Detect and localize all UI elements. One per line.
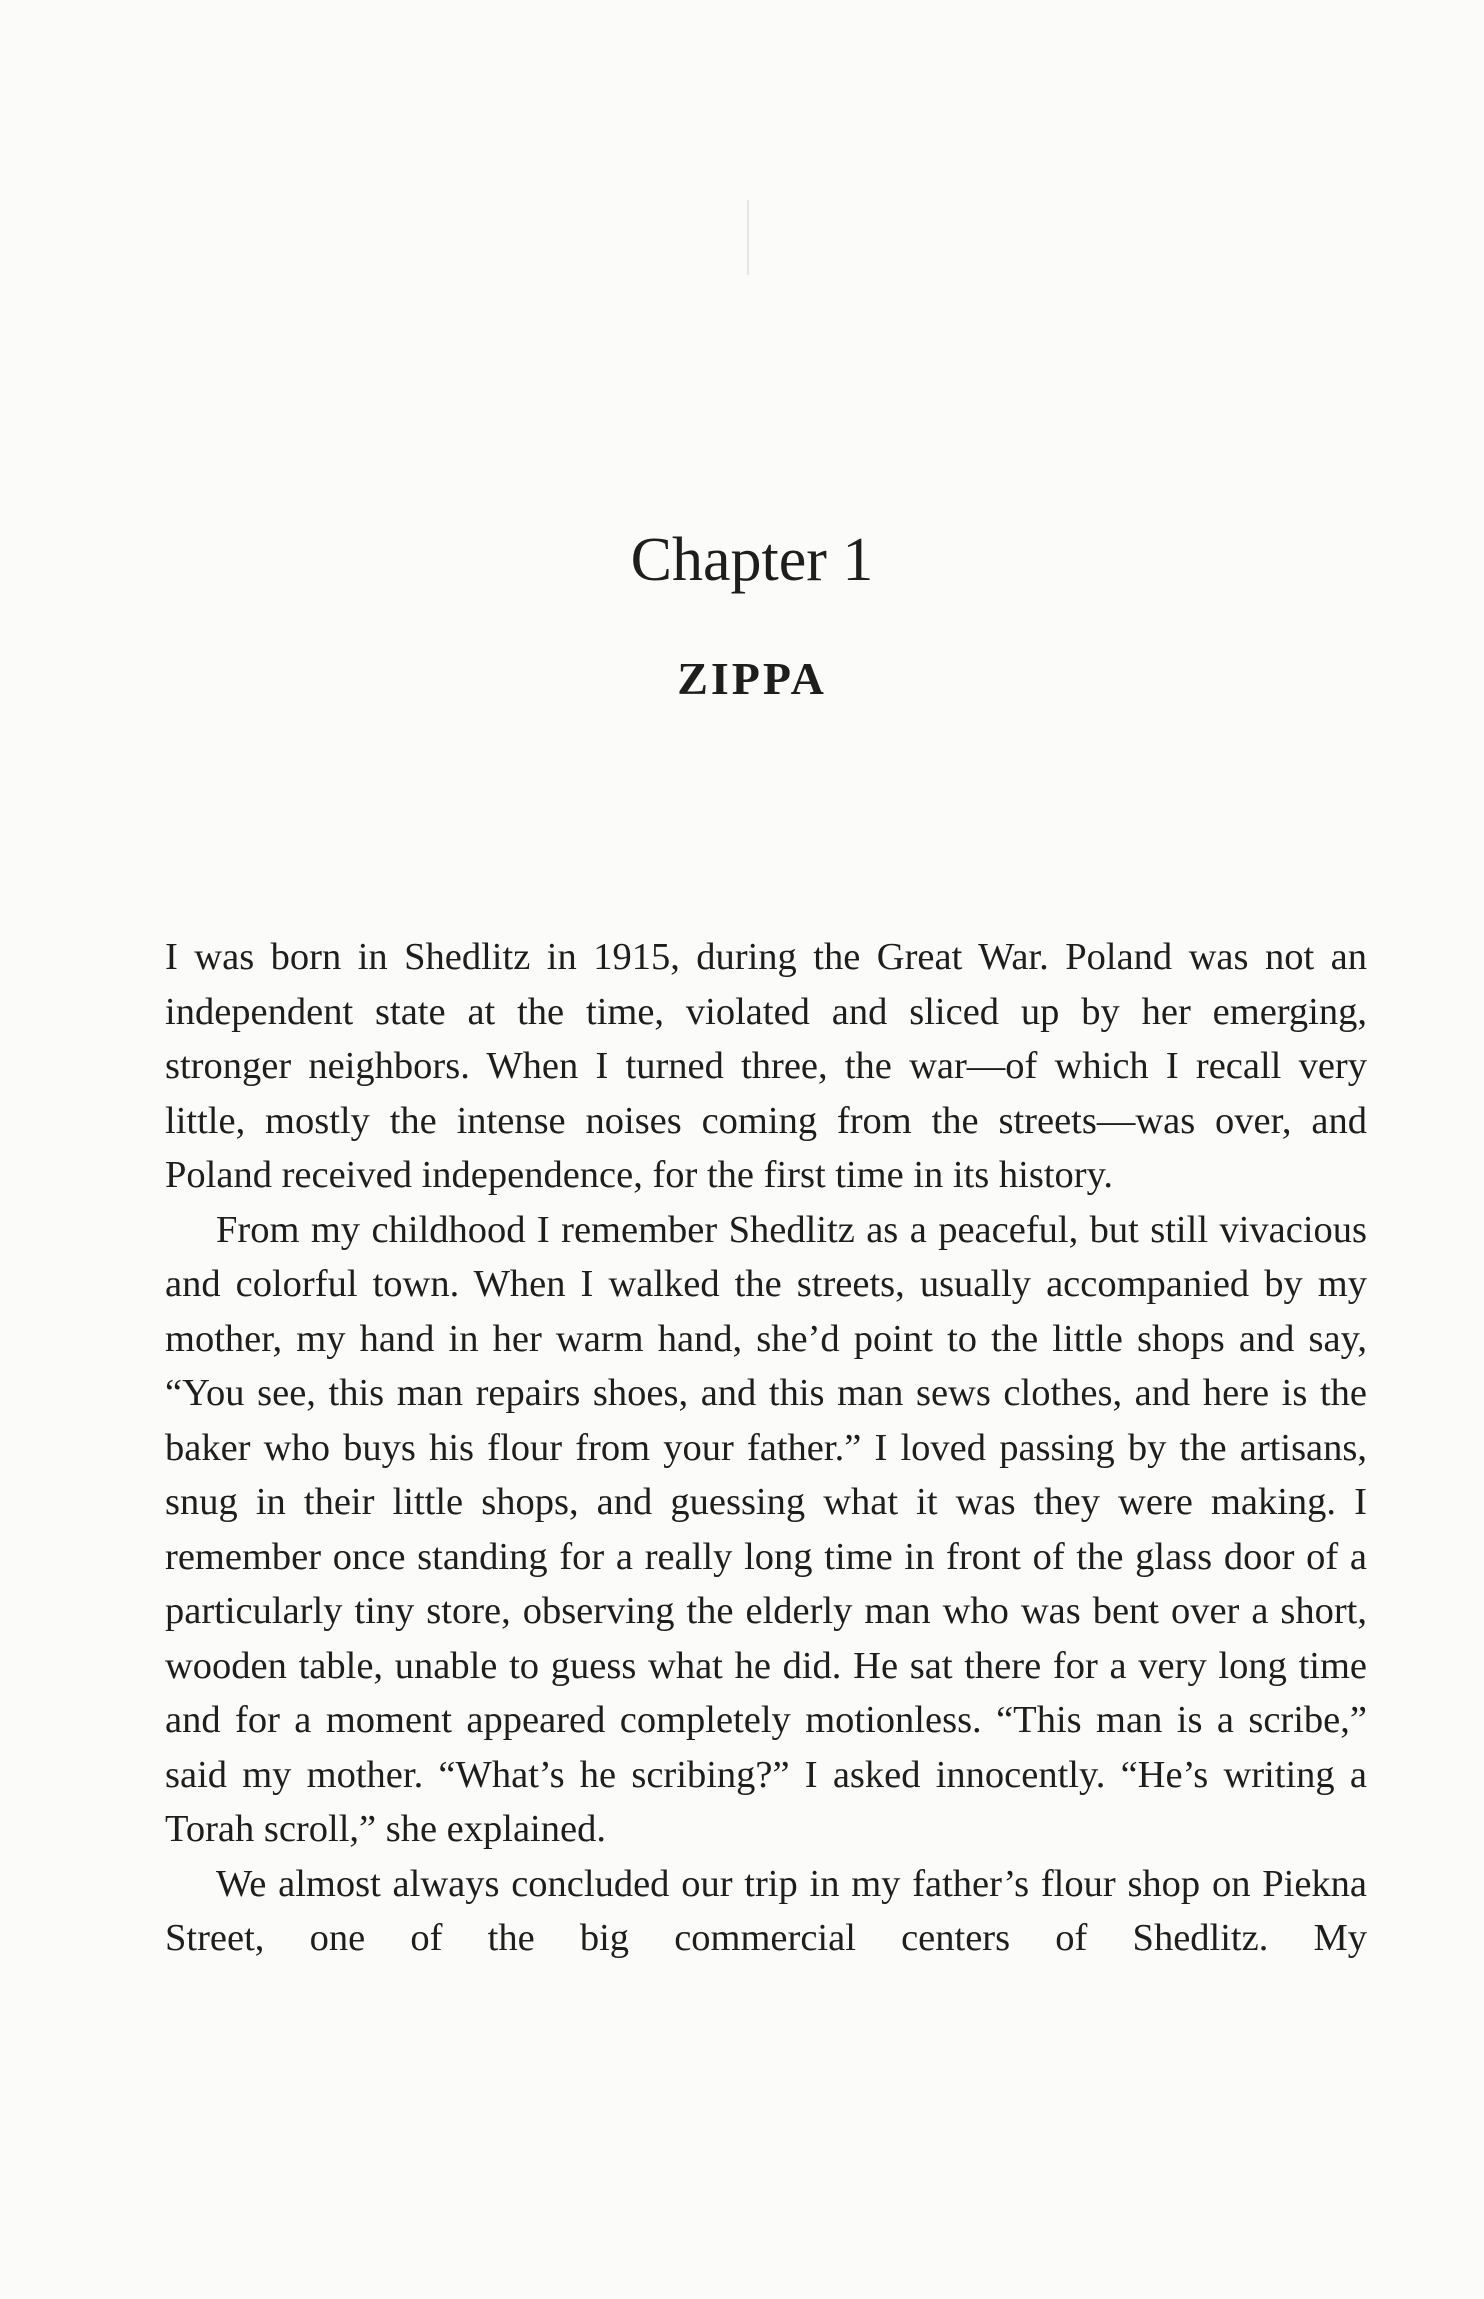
- chapter-title: ZIPPA: [677, 653, 827, 704]
- paragraph-2: From my childhood I remember Shedlitz as a peaceful, but still vivacious and colorful town. When I walked the streets, usually accompanied by my mother, my hand in her warm hand, she’d point to the little shops and say, “You see, this man repairs shoes, and this man sews clothes, and here is the baker who buys his flour from your father.” I loved passing by the artisans, snug in their little shops, and guessing what it was they were making. I remember once standing for a really long time in front of the glass door of a particularly tiny store, observing the elderly man who was bent over a short, wooden table, unable to guess what he did. He sat there for a very long time and for a moment appeared completely motionless. “This man is a scribe,” said my mother. “What’s he scribing?” I asked innocently. “He’s writing a Torah scroll,” she explained.: [165, 1208, 1367, 1850]
- paragraph-1: I was born in Shedlitz in 1915, during the Great War. Poland was not an independent state at the time, violated and sliced up by her emerging, stronger neighbors. When I turned three, the war—of which I recall very little, mostly the intense noises coming from the streets—was over, and Poland received independence, for the first time in its history.: [165, 936, 1367, 1196]
- paragraph-3: We almost always concluded our trip in my father’s flour shop on Piekna Street, one of the big commercial centers of Shedlitz. My: [165, 1862, 1367, 1959]
- scan-artifact-line: [747, 200, 749, 275]
- chapter-number: Chapter 1: [630, 526, 874, 594]
- chapter-body: [165, 930, 1367, 1966]
